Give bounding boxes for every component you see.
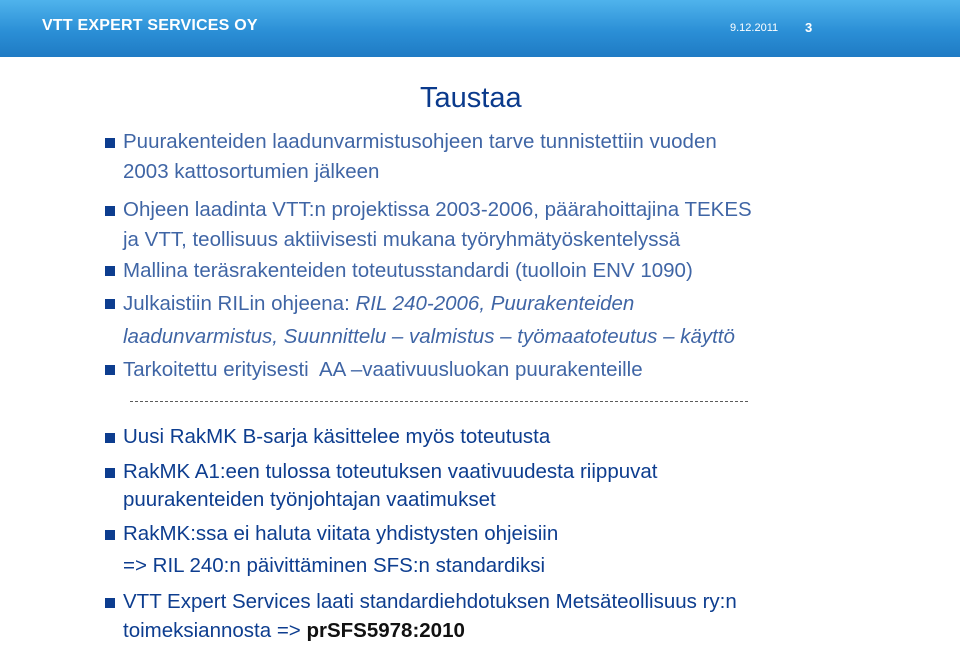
slide-title: Taustaa — [420, 82, 522, 114]
bullet-text-prefix: toimeksiannosta => — [123, 619, 307, 642]
slide-date: 9.12.2011 — [730, 22, 779, 34]
bullet-text: VTT Expert Services laati standardiehdotuksen Metsäteollisuus ry:n — [123, 590, 737, 613]
publication-subtitle: laadunvarmistus, Suunnittelu – valmistus – työmaatoteutus – käyttö — [123, 325, 735, 348]
bullet-text — [123, 290, 634, 318]
header-bar — [0, 0, 960, 57]
bullet-text: Puurakenteiden laadunvarmistusohjeen tarve tunnistettiin vuoden — [123, 130, 717, 153]
bullet-text: Uusi RakMK B-sarja käsittelee myös toteutusta — [123, 425, 551, 448]
publication-title: RIL 240-2006, Puurakenteiden — [355, 292, 635, 315]
bullet-marker — [105, 365, 115, 375]
bullet-text-continued: 2003 kattosortumien jälkeen — [123, 160, 380, 183]
bullet-marker — [105, 266, 115, 276]
bullet-text: Mallina teräsrakenteiden toteutusstandardi (tuolloin ENV 1090) — [123, 259, 693, 282]
bullet-text: Tarkoitettu erityisesti AA –vaativuusluokan puurakenteille — [123, 358, 643, 381]
bullet-text: Ohjeen laadinta VTT:n projektissa 2003-2006, päärahoittajina TEKES — [123, 198, 752, 221]
bullet-marker — [105, 206, 115, 216]
bullet-text-continued: ja VTT, teollisuus aktiivisesti mukana työryhmätyöskentelyssä — [123, 228, 681, 251]
bullet-marker — [105, 468, 115, 478]
bullet-text-continued: puurakenteiden työnjohtajan vaatimukset — [123, 488, 496, 511]
bullet-text: RakMK A1:een tulossa toteutuksen vaativuudesta riippuvat — [123, 460, 658, 483]
bullet-marker — [105, 433, 115, 443]
bullet-text-continued — [123, 617, 465, 645]
page-number: 3 — [805, 20, 813, 35]
bullet-marker — [105, 598, 115, 608]
standard-id: prSFS5978:2010 — [306, 619, 465, 642]
bullet-text: RakMK:ssa ei haluta viitata yhdistysten ohjeisiin — [123, 522, 559, 545]
company-name: VTT EXPERT SERVICES OY — [42, 17, 258, 34]
bullet-text-prefix: Julkaistiin RILin ohjeena: — [123, 292, 356, 315]
bullet-marker — [105, 530, 115, 540]
bullet-marker — [105, 299, 115, 309]
bullet-marker — [105, 138, 115, 148]
dashed-divider — [130, 401, 748, 402]
bullet-text-continued: => RIL 240:n päivittäminen SFS:n standardiksi — [123, 554, 546, 577]
